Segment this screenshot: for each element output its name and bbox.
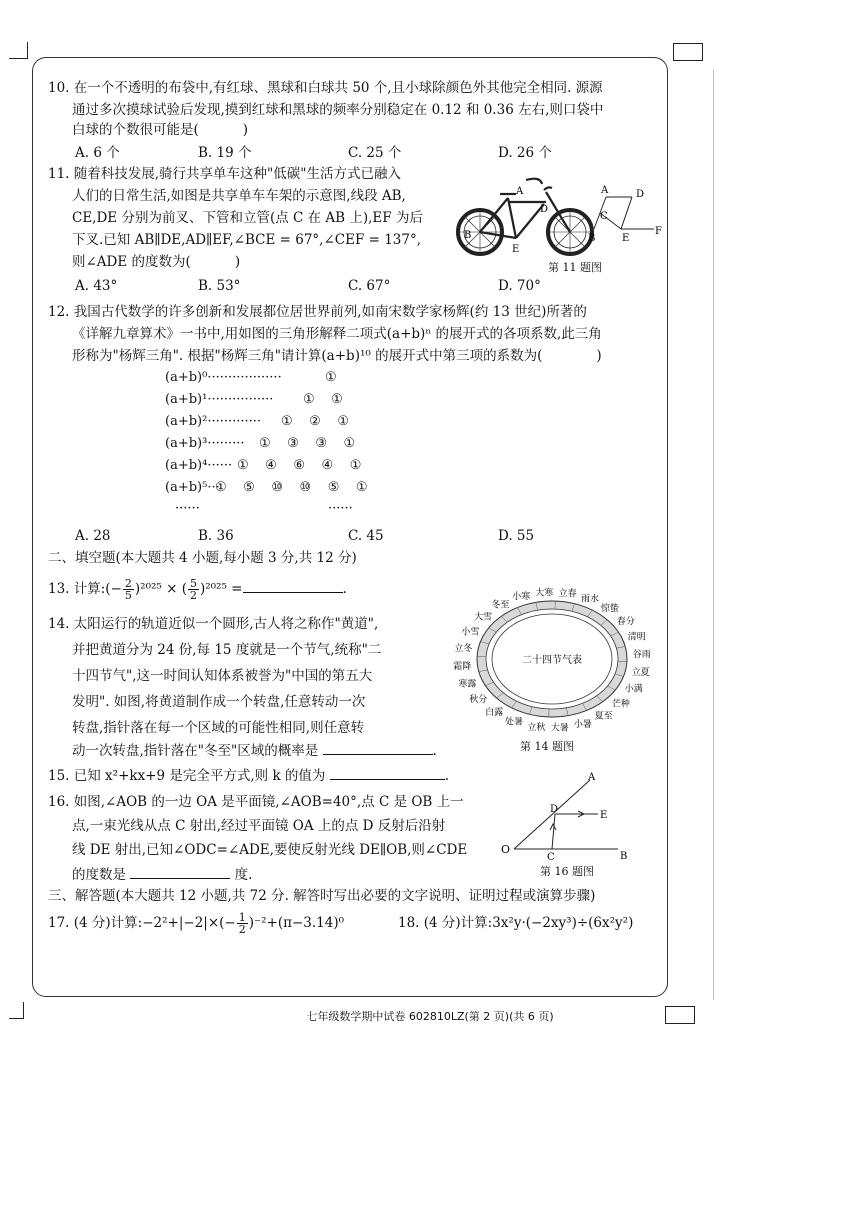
corner-mark-top-left xyxy=(9,42,28,59)
q10-option-a: A. 6 个 xyxy=(75,145,120,161)
solar-term-label: 谷雨 xyxy=(632,650,651,661)
q16-line1: 16. 如图,∠AOB 的一边 OA 是平面镜,∠AOB=40°,点 C 是 OB 上一 xyxy=(48,794,464,810)
q14-line3: 十四节气",这一时间认知体系被誉为"中国的第五大 xyxy=(72,668,373,684)
q10-line2: 通过多次摸球试验后发现,摸到红球和黑球的频率分别稳定在 0.12 和 0.36 左右,则口袋中 xyxy=(72,102,604,118)
page-footer: 七年级数学期中试卷 602810LZ(第 2 页)(共 6 页) xyxy=(306,1010,554,1023)
solar-term-label: 小暑 xyxy=(573,719,592,730)
q17-line: 17. (4 分)计算:−2²+|−2|×(− $\frac{1}{2}$ )⁻²+(π−3.14)⁰ xyxy=(48,911,345,936)
q11-figure-caption: 第 11 题图 xyxy=(548,261,602,274)
section2-heading: 二、填空题(本大题共 4 小题,每小题 3 分,共 12 分) xyxy=(48,550,357,566)
section3-heading: 三、解答题(本大题共 12 小题,共 72 分. 解答时写出必要的文字说明、证明过程或演算步骤) xyxy=(48,888,596,904)
q14-figure-caption: 第 14 题图 xyxy=(520,740,574,753)
q12-line3: 形称为"杨辉三角". 根据"杨辉三角"请计算(a+b)¹⁰ 的展开式中第三项的系数为( ) xyxy=(72,348,602,364)
q11-line3: CE,DE 分别为前叉、下管和立管(点 C 在 AB 上),EF 为后 xyxy=(72,210,423,226)
geo-label-b: B xyxy=(588,233,596,244)
solar-term-label: 惊蛰 xyxy=(600,603,619,614)
mirror-label-d: D xyxy=(550,804,559,815)
q15-line: 15. 已知 x²+kx+9 是完全平方式,则 k 的值为 . xyxy=(48,765,449,786)
yanghui-row-1: (a+b)¹················ ① ① xyxy=(165,392,343,407)
mirror-label-b: B xyxy=(620,851,628,862)
solar-term-label: 小寒 xyxy=(512,592,531,603)
q11-line1: 11. 随着科技发展,骑行共享单车这种"低碳"生活方式已融入 xyxy=(48,166,401,182)
q14-line5: 转盘,指针落在每一个区域的可能性相同,则任意转 xyxy=(72,720,365,736)
q12-option-b: B. 36 xyxy=(198,528,234,544)
q13-fraction-1: $\frac{2}{5}$ xyxy=(124,577,132,602)
solar-term-label: 清明 xyxy=(627,632,646,643)
bike-geometry-diagram xyxy=(586,183,668,245)
q10-line1: 10. 在一个不透明的布袋中,有红球、黑球和白球共 50 个,且小球除颜色外其他完全相同. 源源 xyxy=(48,80,603,96)
solar-term-label: 白露 xyxy=(485,708,504,719)
solar-term-label: 夏至 xyxy=(594,711,613,722)
solar-term-label: 芒种 xyxy=(611,699,630,710)
solar-term-label: 秋分 xyxy=(469,695,488,705)
solar-term-label: 寒露 xyxy=(458,679,477,690)
yanghui-ellipsis-left: ······ xyxy=(175,501,200,516)
q16-figure-caption: 第 16 题图 xyxy=(540,865,594,878)
bike-frame xyxy=(480,179,570,238)
q16-line2: 点,一束光线从点 C 射出,经过平面镜 OA 上的点 D 反射后沿射 xyxy=(72,818,446,834)
yanghui-row-4: (a+b)⁴······ ① ④ ⑥ ④ ① xyxy=(165,458,362,473)
yanghui-row-5: (a+b)⁵··· ① ⑤ ⑩ ⑩ ⑤ ① xyxy=(165,480,368,495)
bike-label-e: E xyxy=(512,244,520,255)
solar-term-label: 立冬 xyxy=(454,644,473,655)
q16-line4: 的度数是 度. xyxy=(72,864,252,885)
q12-option-c: C. 45 xyxy=(348,528,384,544)
solar-term-label: 立夏 xyxy=(631,667,650,678)
solar-term-label: 春分 xyxy=(616,617,635,627)
solar-term-label: 霜降 xyxy=(453,661,472,672)
corner-mark-top-right xyxy=(673,43,703,61)
solar-term-label: 大寒 xyxy=(535,588,554,599)
bike-label-a: A xyxy=(516,186,524,197)
mirror-label-a: A xyxy=(588,772,596,783)
q10-option-c: C. 25 个 xyxy=(348,145,402,161)
solar-term-label: 小雪 xyxy=(461,627,480,638)
q12-line1: 12. 我国古代数学的许多创新和发展都位居世界前列,如南宋数学家杨辉(约 13 世纪)所著的 xyxy=(48,304,587,320)
q13-fraction-2: $\frac{5}{2}$ xyxy=(189,577,197,602)
geo-label-d: D xyxy=(636,189,645,200)
q10-option-b: B. 19 个 xyxy=(198,145,252,161)
q14-line2: 并把黄道分为 24 份,每 15 度就是一个节气,统称"二 xyxy=(72,642,382,658)
q11-line2: 人们的日常生活,如图是共享单车车架的示意图,线段 AB, xyxy=(72,188,406,204)
geo-label-c: C xyxy=(600,211,608,222)
q14-line1: 14. 太阳运行的轨道近似一个圆形,古人将之称作"黄道", xyxy=(48,616,379,632)
q11-option-d: D. 70° xyxy=(498,278,541,294)
q18-line: 18. (4 分)计算:3x²y·(−2xy³)÷(6x²y²) xyxy=(398,915,634,931)
bike-label-b: B xyxy=(464,230,472,241)
yanghui-row-3: (a+b)³········· ① ③ ③ ① xyxy=(165,436,356,451)
q14-line4: 发明". 如图,将黄道制作成一个转盘,任意转动一次 xyxy=(72,694,366,710)
solar-term-label: 小满 xyxy=(624,684,643,695)
q13-line: 13. 计算:(− $\frac{2}{5}$ )²⁰²⁵ × ( $\frac{5}{2}$ )²⁰²⁵ = . xyxy=(48,577,347,602)
yanghui-row-2: (a+b)²············· ① ② ① xyxy=(165,414,350,429)
solar-terms-dial xyxy=(446,580,658,736)
q11-option-a: A. 43° xyxy=(75,278,118,294)
solar-term-label: 处暑 xyxy=(504,717,524,728)
q10-option-d: D. 26 个 xyxy=(498,145,552,161)
q17-fraction: $\frac{1}{2}$ xyxy=(238,911,246,936)
geo-label-f: F xyxy=(655,226,662,237)
q11-line5: 则∠ADE 的度数为( ) xyxy=(72,254,241,270)
q11-line4: 下叉.已知 AB∥DE,AD∥EF,∠BCE = 67°,∠CEF = 137°, xyxy=(72,232,422,248)
mirror-label-o: O xyxy=(501,843,511,856)
q16-line3: 线 DE 射出,已知∠ODC=∠ADE,要使反射光线 DE∥OB,则∠CDE xyxy=(72,842,468,858)
mirror-label-e: E xyxy=(600,810,608,821)
q12-option-a: A. 28 xyxy=(75,528,111,544)
mirror-label-c: C xyxy=(547,852,555,863)
q14-line6: 动一次转盘,指针落在"冬至"区域的概率是 . xyxy=(72,740,437,761)
right-edge-line xyxy=(713,70,714,1000)
mirror-diagram xyxy=(500,768,635,864)
q11-option-b: B. 53° xyxy=(198,278,241,294)
geo-label-e: E xyxy=(622,233,630,244)
solar-term-label: 大雪 xyxy=(474,612,493,623)
solar-term-label: 立秋 xyxy=(527,723,546,733)
bike-label-d: D xyxy=(540,204,549,215)
solar-term-label: 立春 xyxy=(558,589,577,599)
dial-center-label: 二十四节气表 xyxy=(522,655,582,666)
bicycle-figure xyxy=(456,168,601,260)
q12-option-d: D. 55 xyxy=(498,528,535,544)
q10-line3: 白球的个数很可能是( ) xyxy=(72,122,249,138)
q11-option-c: C. 67° xyxy=(348,278,391,294)
q12-line2: 《详解九章算术》一书中,用如图的三角形解释二项式(a+b)ⁿ 的展开式的各项系数,此三角 xyxy=(72,326,602,342)
solar-term-label: 雨水 xyxy=(580,594,600,605)
solar-term-label: 大暑 xyxy=(550,723,569,734)
yanghui-row-0: (a+b)⁰·················· ① xyxy=(165,370,337,385)
yanghui-ellipsis-right: ······ xyxy=(328,501,353,516)
geo-label-a: A xyxy=(601,185,609,196)
solar-term-label: 冬至 xyxy=(491,600,510,611)
